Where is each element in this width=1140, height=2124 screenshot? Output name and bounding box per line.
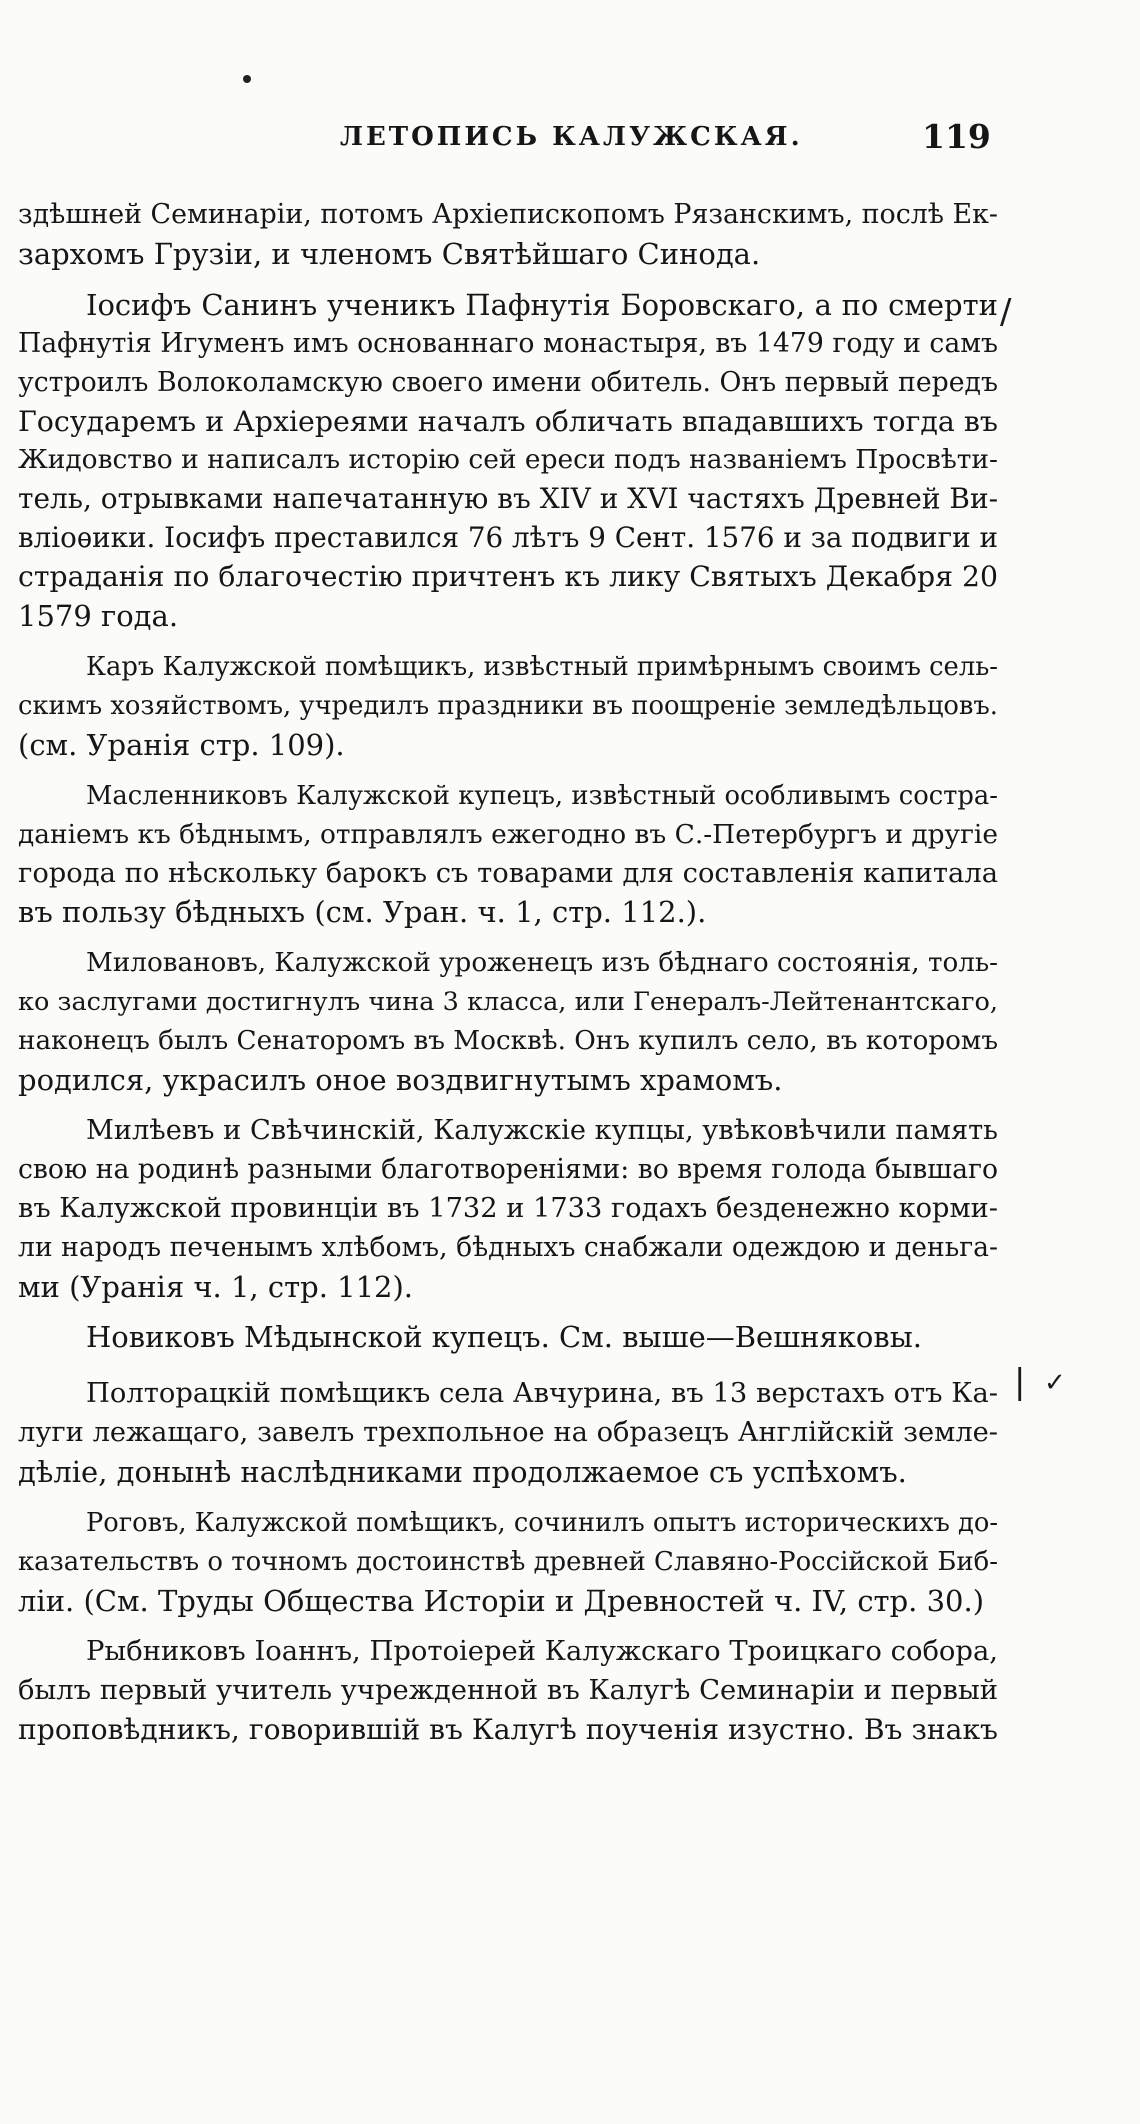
text-line: Іосифъ Санинъ ученикъ Пафнутія Боровскаго, а по смерти: [86, 287, 998, 322]
text-line: въ Калужской провинціи въ 1732 и 1733 годахъ безденежно корми-: [18, 1192, 998, 1224]
body-text: [18, 196, 998, 1762]
text-line: дѣліе, донынѣ наслѣдниками продолжаемое съ успѣхомъ.: [18, 1455, 907, 1490]
text-line: Роговъ, Калужской помѣщикъ, сочинилъ опытъ историческихъ до-: [86, 1508, 998, 1539]
text-line: былъ первый учитель учрежденной въ Калугѣ Семинаріи и первый: [18, 1674, 998, 1706]
margin-bar-mark: |: [1014, 1362, 1026, 1402]
text-line: въ пользу бѣдныхъ (см. Уран. ч. 1, стр. 112.).: [18, 895, 707, 930]
margin-check-mark: ✓: [1044, 1368, 1066, 1398]
text-line: города по нѣскольку барокъ съ товарами для составленія капитала: [18, 857, 998, 889]
margin-slash-mark: /: [1000, 292, 1012, 332]
text-line: родился, украсилъ оное воздвигнутымъ храмомъ.: [18, 1063, 783, 1098]
text-line: Масленниковъ Калужской купецъ, извѣстный особливымъ состра-: [86, 780, 998, 811]
paragraph-rogov: [18, 1504, 998, 1621]
page-number: 119: [922, 117, 991, 156]
text-line: ми (Уранія ч. 1, стр. 112).: [18, 1269, 414, 1304]
paragraph-rybnikov: [18, 1633, 998, 1750]
text-line: здѣшней Семинаріи, потомъ Архіепископомъ Рязанскимъ, послѣ Ек-: [18, 199, 998, 230]
text-line: Полторацкій помѣщикъ села Авчурина, въ 13 верстахъ отъ Ка-: [86, 1378, 998, 1410]
text-line: Рыбниковъ Іоаннъ, Протоіерей Калужскаго Троицкаго собора,: [86, 1635, 998, 1667]
text-line: зархомъ Грузіи, и членомъ Святѣйшаго Синода.: [18, 236, 761, 271]
text-line: казательствъ о точномъ достоинствѣ древней Славяно-Россійской Биб-: [18, 1547, 998, 1577]
paragraph-kar: [18, 648, 998, 765]
text-line: проповѣдникъ, говорившій въ Калугѣ поученія изустно. Въ знакъ: [18, 1712, 998, 1746]
paragraph-seminary-continuation: [18, 196, 998, 274]
paragraph-novikov: [18, 1318, 998, 1357]
text-line: (см. Уранія стр. 109).: [18, 727, 345, 762]
text-line: вліоѳики. Іосифъ преставился 76 лѣтъ 9 Сент. 1576 и за подвиги и: [18, 521, 998, 555]
paragraph-milovanov: [18, 944, 998, 1100]
text-line: 1579 года.: [18, 599, 179, 634]
text-line: скимъ хозяйствомъ, учредилъ праздники въ поощреніе земледѣльцовъ.: [18, 690, 998, 721]
text-line: Пафнутія Игуменъ имъ основаннаго монастыря, въ 1479 году и самъ: [18, 327, 998, 359]
text-line: наконецъ былъ Сенаторомъ въ Москвѣ. Онъ купилъ село, въ которомъ: [18, 1026, 998, 1057]
paragraph-mileev-svechinsky: [18, 1112, 998, 1307]
text-line: Милѣевъ и Свѣчинскій, Калужскіе купцы, увѣковѣчили память: [86, 1114, 998, 1146]
text-line: Каръ Калужской помѣщикъ, извѣстный примѣрнымъ своимъ сель-: [86, 651, 999, 682]
running-head: ЛЕТОПИСЬ КАЛУЖСКАЯ.: [340, 122, 803, 152]
paragraph-iosif-sanin: [18, 286, 998, 636]
text-line: Жидовство и написалъ исторію сей ереси подъ названіемъ Просвѣти-: [18, 444, 998, 476]
text-line: ко заслугами достигнулъ чина 3 класса, или Генералъ-Лейтенантскаго,: [18, 987, 998, 1018]
text-line: устроилъ Волоколамскую своего имени обитель. Онъ первый передъ: [18, 366, 998, 398]
text-line: страданія по благочестію причтенъ къ лику Святыхъ Декабря 20: [18, 560, 998, 594]
text-line: Новиковъ Мѣдынской купецъ. См. выше—Вешняковы.: [86, 1320, 923, 1355]
paragraph-maslennikov: [18, 777, 998, 933]
paragraph-poltoratsky: [18, 1375, 998, 1492]
text-line: ли народъ печенымъ хлѣбомъ, бѣдныхъ снабжали одеждою и деньга-: [18, 1231, 998, 1263]
text-line: тель, отрывками напечатанную въ XIV и XVI частяхъ Древней Ви-: [18, 482, 999, 516]
text-line: ліи. (См. Труды Общества Исторіи и Древностей ч. IV, стр. 30.): [18, 1583, 985, 1618]
ink-dot: [243, 75, 251, 83]
text-line: даніемъ къ бѣднымъ, отправлялъ ежегодно въ С.-Петербургъ и другіе: [18, 818, 998, 850]
text-line: Миловановъ, Калужской уроженецъ изъ бѣднаго состоянія, толь-: [86, 948, 998, 979]
text-line: свою на родинѣ разными благотвореніями: во время голода бывшаго: [18, 1153, 998, 1185]
text-line: луги лежащаго, завелъ трехпольное на образецъ Англійскій земле-: [18, 1417, 998, 1449]
text-line: Государемъ и Архіереями началъ обличать впадавшихъ тогда въ: [18, 404, 998, 438]
